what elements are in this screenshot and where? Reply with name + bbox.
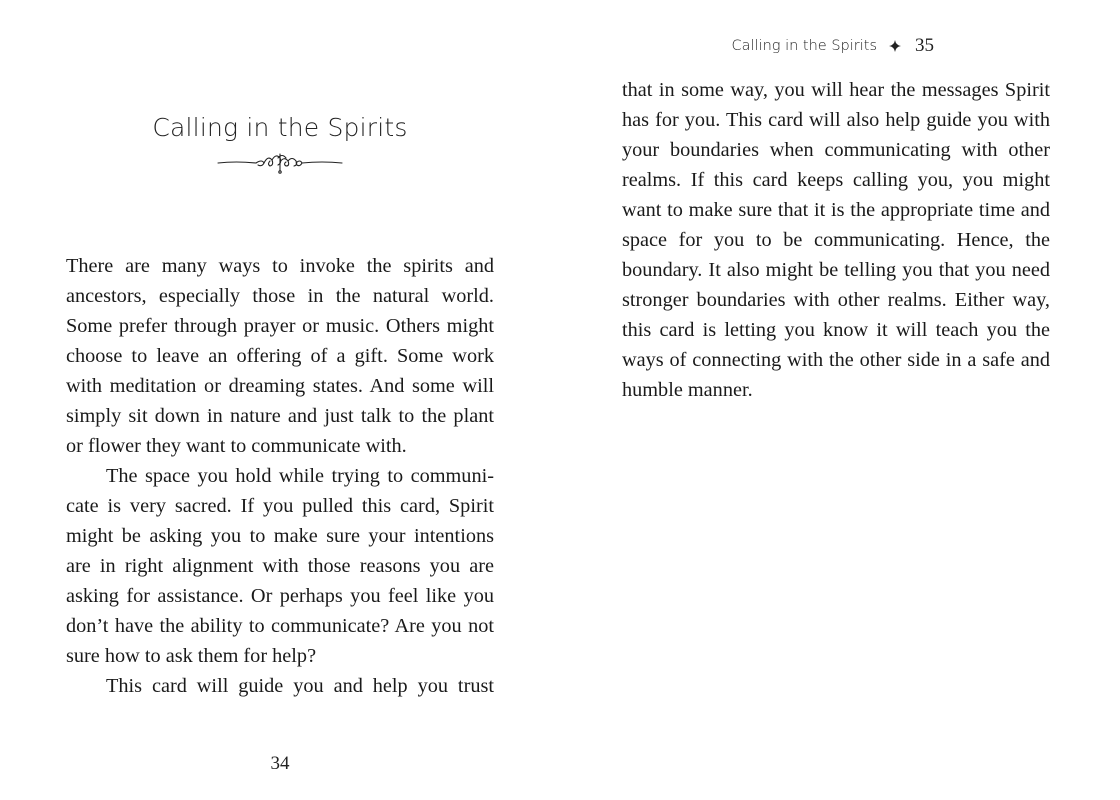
paragraph-2: The space you hold while trying to communicate is very sacred. If you pulled this card, Spirit might be asking you to make sure your intentions are in right alignment with those reasons you are asking for assistance. Or perhaps you feel like you don’t have the ability to communicate? Are you not sure how to ask them for help? bbox=[66, 465, 494, 667]
four-point-star-icon bbox=[889, 40, 901, 52]
running-head-title: Calling in the Spirits bbox=[731, 38, 877, 54]
floral-flourish-divider-icon bbox=[216, 150, 344, 176]
paragraph-continued: that in some way, you will hear the messages Spirit has for you. This card will also help guide you with your boundaries when communicating with other realms. If this card keeps calling you, you might want to make sure that it is the appropriate time and space for you to be communicating. Hence, the boundary. It also might be telling you that you need stronger boundaries with other realms. Either way, this card is letting you know it will teach you the ways of connecting with the other side in a safe and humble manner. bbox=[622, 79, 1050, 401]
left-body-text bbox=[66, 251, 494, 701]
chapter-title: Calling in the Spirits bbox=[152, 113, 408, 142]
page-number-right: 35 bbox=[915, 35, 934, 56]
running-head bbox=[732, 35, 935, 57]
page-number-left: 34 bbox=[270, 753, 290, 774]
paragraph-1: There are many ways to invoke the spirits and ancestors, especially those in the natural world. Some prefer through prayer or music. Others might choose to leave an offering of a gift. Some work with meditation or dreaming states. And some will simply sit down in nature and just talk to the plant or flower they want to communicate with. bbox=[66, 255, 494, 457]
paragraph-3: This card will guide you and help you trust bbox=[106, 675, 494, 697]
right-body-text bbox=[622, 75, 1050, 405]
right-page bbox=[560, 0, 1120, 800]
